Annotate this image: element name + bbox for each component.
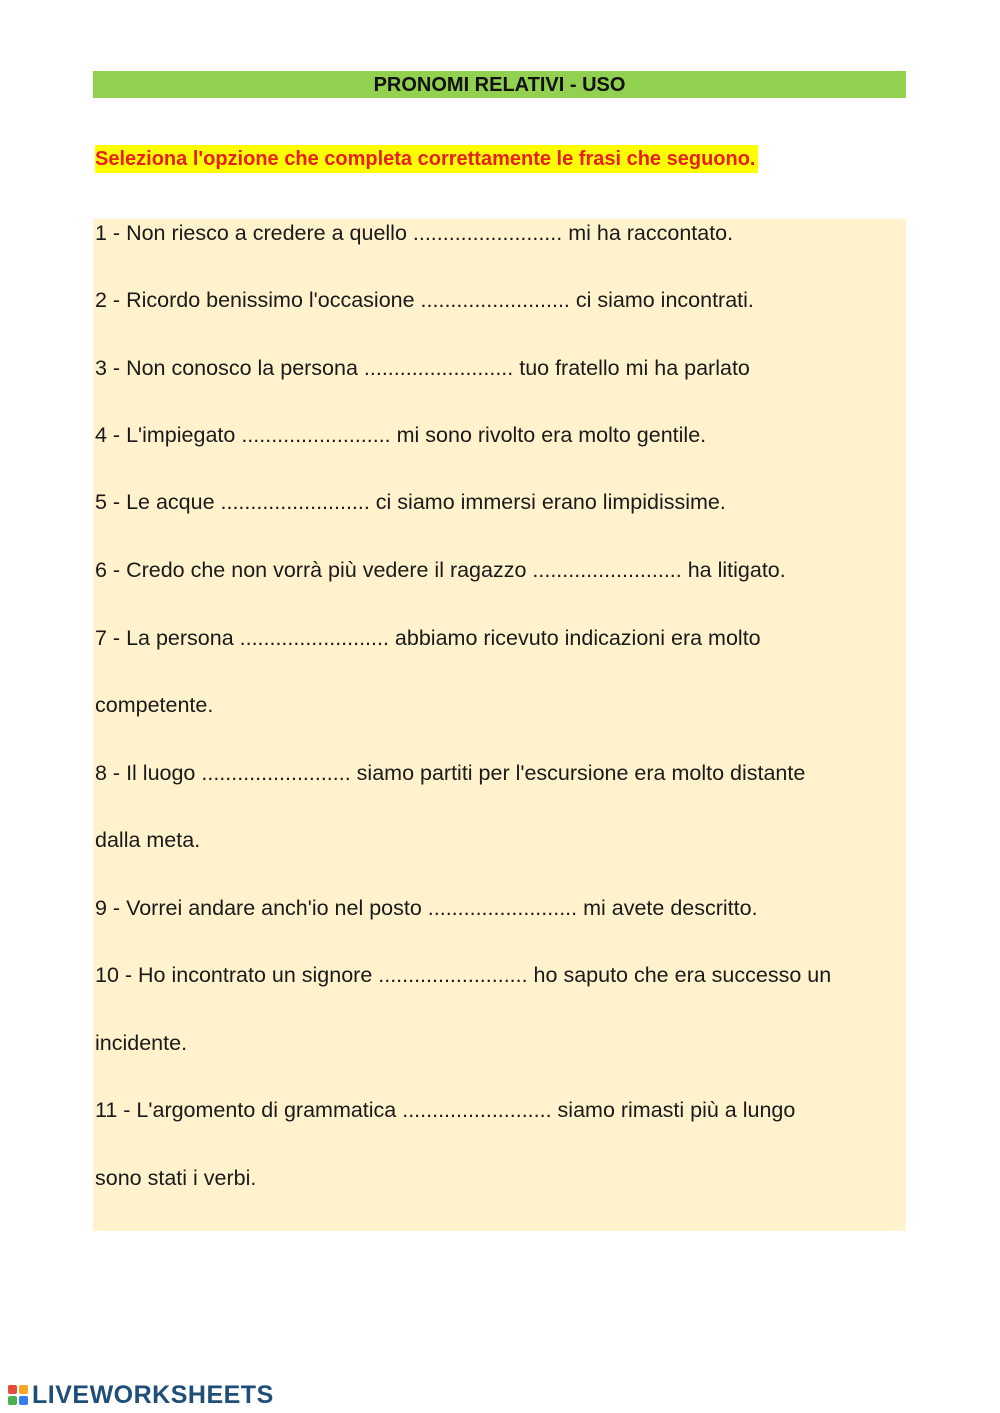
logo-square-blue xyxy=(19,1396,28,1405)
sentence-7: 7 - La persona ......................... abbiamo ricevuto indicazioni era molto xyxy=(95,626,761,650)
logo-square-green xyxy=(8,1396,17,1405)
sentence-1: 1 - Non riesco a credere a quello ......................... mi ha raccontato. xyxy=(95,221,734,245)
sentence-5: 5 - Le acque ......................... ci siamo immersi erano limpidissime. xyxy=(95,490,726,514)
logo-square-orange xyxy=(19,1385,28,1394)
sentence-2: 2 - Ricordo benissimo l'occasione ......................... ci siamo incontrati. xyxy=(95,288,754,312)
liveworksheets-logo-icon xyxy=(8,1385,28,1405)
logo-square-red xyxy=(8,1385,17,1394)
sentence-3: 3 - Non conosco la persona ......................... tuo fratello mi ha parlato xyxy=(95,356,750,380)
sentence-8-continued: dalla meta. xyxy=(95,828,201,852)
sentence-8: 8 - Il luogo ......................... siamo partiti per l'escursione era molto distante xyxy=(95,761,806,785)
exercise-box xyxy=(93,219,906,1231)
liveworksheets-logo[interactable] xyxy=(8,1381,274,1409)
page-title-text: PRONOMI RELATIVI - USO xyxy=(373,74,626,96)
page-title xyxy=(93,71,906,98)
logo-text: LIVEWORKSHEETS xyxy=(32,1380,274,1409)
sentence-10-continued: incidente. xyxy=(95,1031,188,1055)
sentence-6: 6 - Credo che non vorrà più vedere il ragazzo ......................... ha litigato. xyxy=(95,558,786,582)
sentence-11: 11 - L'argomento di grammatica ......................... siamo rimasti più a lungo xyxy=(95,1098,796,1122)
sentence-9: 9 - Vorrei andare anch'io nel posto ......................... mi avete descritto. xyxy=(95,896,758,920)
sentence-11-continued: sono stati i verbi. xyxy=(95,1166,257,1190)
sentence-4: 4 - L'impiegato ......................... mi sono rivolto era molto gentile. xyxy=(95,423,707,447)
instruction-text: Seleziona l'opzione che completa correttamente le frasi che seguono. xyxy=(95,145,758,173)
sentence-7-continued: competente. xyxy=(95,693,214,717)
sentence-10: 10 - Ho incontrato un signore ......................... ho saputo che era successo un xyxy=(95,963,832,987)
